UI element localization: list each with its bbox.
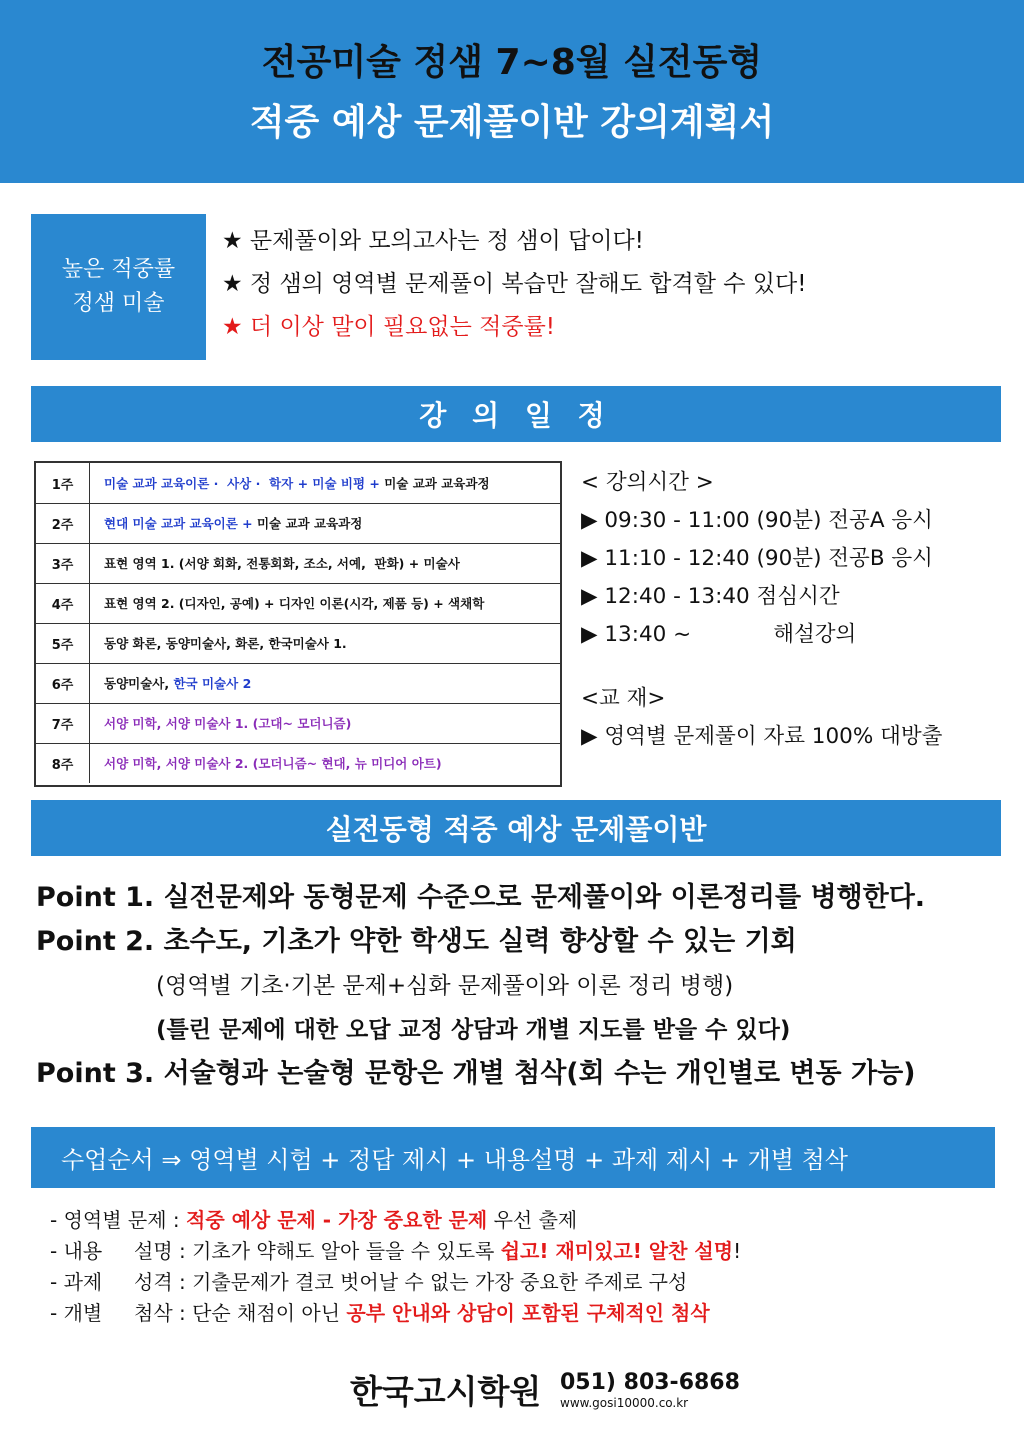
schedule-topic-part: 서양 미학, 서양 미술사 1. (고대~ 모더니즘): [104, 716, 352, 731]
schedule-topic: [90, 543, 560, 583]
schedule-table: [34, 461, 562, 787]
schedule-row: [36, 583, 560, 624]
lecture-time-item: ▶ 09:30 - 11:00 (90분) 전공A 응시: [581, 508, 933, 533]
note-item: [50, 1267, 741, 1298]
page-title-line1: 전공미술 정샘 7~8월 실전동형: [261, 42, 763, 83]
schedule-week: 1주: [36, 463, 90, 503]
schedule-row: [36, 463, 560, 504]
note-highlight: 적중 예상 문제 - 가장 중요한 문제: [186, 1208, 488, 1232]
badge-line1: 높은 적중률: [61, 257, 176, 282]
note-label: - 영역별 문제 :: [50, 1208, 186, 1232]
class-order-banner: 수업순서 ⇒ 영역별 시험 + 정답 제시 + 내용설명 + 과제 제시 + 개별 첨삭: [31, 1127, 995, 1188]
course-section-title: 실전동형 적중 예상 문제풀이반: [31, 800, 1001, 856]
schedule-topic: [90, 463, 560, 503]
header-banner: [0, 0, 1024, 183]
schedule-week: 2주: [36, 503, 90, 543]
schedule-topic: [90, 503, 560, 543]
brand-logo: 한국고시학원: [350, 1372, 542, 1411]
point-3: Point 3. 서술형과 논술형 문항은 개별 첨삭(회 수는 개인별로 변동 가능): [36, 1058, 916, 1089]
schedule-week: 3주: [36, 543, 90, 583]
schedule-topic-part: 표현 영역 1. (서양 회화, 전통회화, 조소, 서예, 판화) + 미술사: [104, 556, 460, 571]
schedule-row: [36, 663, 560, 704]
phone-number: 051) 803-6868: [560, 1370, 740, 1395]
note-highlight: 쉽고! 재미있고! 알찬 설명: [500, 1239, 734, 1263]
note-item: [50, 1236, 741, 1267]
schedule-row: [36, 703, 560, 744]
schedule-topic-part: 한국 미술사 2: [173, 676, 252, 691]
note-item: [50, 1205, 741, 1236]
highlight-badge: [31, 214, 206, 360]
schedule-topic-part: 미술 교과 교육과정: [256, 516, 363, 531]
lecture-time-item: ▶ 12:40 - 13:40 점심시간: [581, 584, 840, 609]
badge-line2: 정샘 미술: [72, 291, 165, 316]
point-2: Point 2. 초수도, 기초가 약한 학생도 실력 향상할 수 있는 기회: [36, 926, 797, 957]
schedule-topic: [90, 743, 560, 783]
schedule-topic-part: 동양미술사,: [104, 676, 174, 691]
schedule-topic: [90, 663, 560, 703]
schedule-row: [36, 503, 560, 544]
textbook-heading: <교 재>: [581, 686, 666, 711]
note-label: - 내용 설명 : 기초가 약해도 알아 들을 수 있도록: [50, 1239, 501, 1263]
schedule-topic-part: 동양 화론, 동양미술사, 화론, 한국미술사 1.: [104, 636, 347, 651]
schedule-topic: [90, 583, 560, 623]
note-tail: !: [733, 1239, 742, 1263]
footer: [0, 1366, 1024, 1416]
lecture-time-heading: < 강의시간 >: [581, 470, 714, 495]
schedule-week: 4주: [36, 583, 90, 623]
schedule-week: 6주: [36, 663, 90, 703]
points-list: [36, 876, 925, 1096]
note-item: [50, 1298, 741, 1329]
schedule-topic-part: 현대 미술 교과 교육이론 +: [104, 516, 257, 531]
tagline-1: ★ 문제풀이와 모의고사는 정 샘이 답이다!: [222, 228, 644, 254]
schedule-topic-part: 서양 미학, 서양 미술사 2. (모더니즘~ 현대, 뉴 미디어 아트): [104, 756, 442, 771]
schedule-topic-part: 미술 교과 교육과정: [384, 476, 490, 491]
schedule-row: [36, 623, 560, 664]
schedule-row: [36, 743, 560, 783]
schedule-week: 8주: [36, 743, 90, 783]
page-title-line2: 적중 예상 문제풀이반 강의계획서: [249, 102, 775, 143]
notes-list: [50, 1205, 741, 1329]
schedule-topic-part: 표현 영역 2. (디자인, 공예) + 디자인 이론(시각, 제품 등) + 색채학: [104, 596, 485, 611]
note-highlight: 공부 안내와 상담이 포함된 구체적인 첨삭: [346, 1301, 710, 1325]
tagline-2: ★ 정 샘의 영역별 문제풀이 복습만 잘해도 합격할 수 있다!: [222, 271, 807, 297]
note-label: - 개별 첨삭 : 단순 채점이 아닌: [50, 1301, 347, 1325]
lecture-time-item: ▶ 13:40 ~ 해설강의: [581, 622, 857, 647]
note-label: - 과제 성격 : 기출문제가 결코 벗어날 수 없는 가장 중요한 주제로 구성: [50, 1270, 688, 1294]
point-1: Point 1. 실전문제와 동형문제 수준으로 문제풀이와 이론정리를 병행한다.: [36, 882, 926, 913]
spacer: [581, 654, 942, 680]
lecture-info: [581, 464, 942, 756]
schedule-section-title: 강 의 일 정: [31, 386, 1001, 442]
note-tail: 우선 출제: [487, 1208, 578, 1232]
schedule-row: [36, 543, 560, 584]
tagline-list: [222, 220, 806, 349]
tagline-3: ★ 더 이상 말이 필요없는 적중률!: [222, 314, 556, 340]
textbook-item: ▶ 영역별 문제풀이 자료 100% 대방출: [581, 724, 943, 749]
schedule-topic: [90, 703, 560, 743]
point-2-detail-1: (영역별 기초·기본 문제+심화 문제풀이와 이론 정리 병행): [156, 973, 734, 999]
schedule-week: 5주: [36, 623, 90, 663]
schedule-topic-part: 미술 교과 교육이론 · 사상 · 학자 + 미술 비평 +: [104, 476, 385, 491]
point-2-detail-2: (틀린 문제에 대한 오답 교정 상담과 개별 지도를 받을 수 있다): [156, 1017, 791, 1043]
website-url: www.gosi10000.co.kr: [560, 1396, 689, 1410]
schedule-topic: [90, 623, 560, 663]
lecture-time-item: ▶ 11:10 - 12:40 (90분) 전공B 응시: [581, 546, 933, 571]
schedule-week: 7주: [36, 703, 90, 743]
